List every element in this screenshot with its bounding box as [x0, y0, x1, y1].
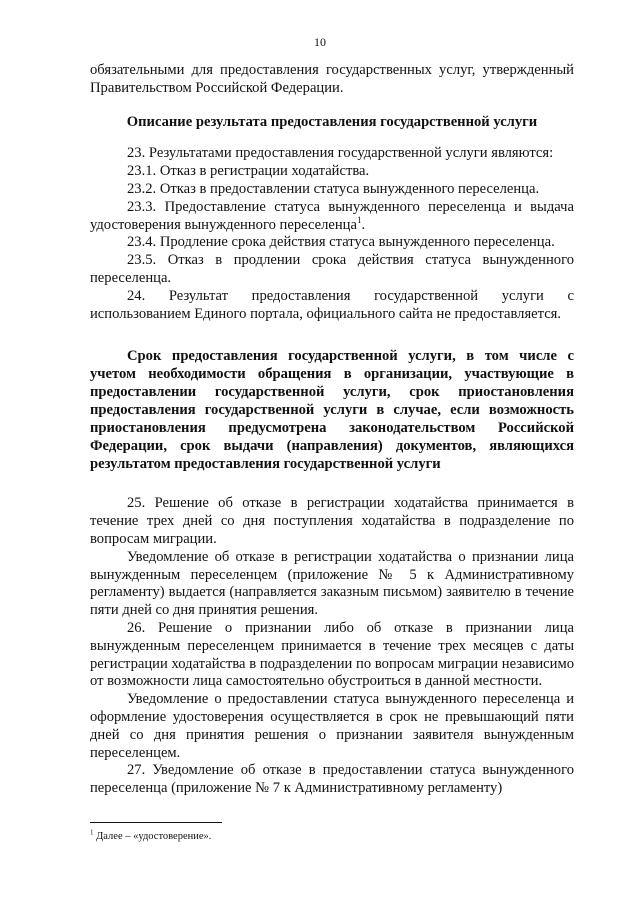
footnote-text: Далее – «удостоверение».: [93, 831, 212, 842]
paragraph-23: 23. Результатами предоставления государственной услуги являются:: [127, 145, 554, 162]
page-number: 10: [314, 35, 326, 49]
paragraph-23-2: 23.2. Отказ в предоставлении статуса вынужденного переселенца.: [127, 180, 540, 197]
paragraph-23-4: 23.4. Продление срока действия статуса вынужденного переселенца.: [127, 234, 555, 251]
footnote-divider: [90, 822, 222, 823]
paragraph-24: 24. Результат предоставления государственной услуги с использованием Единого портала, официального сайта не предоставляется.: [90, 287, 574, 322]
footnote-mark: 1: [90, 828, 94, 837]
paragraph-27: 27. Уведомление об отказе в предоставлении статуса вынужденного переселенца (приложение № 7 к Административному регламенту): [90, 762, 574, 797]
section-heading-result: Описание результата предоставления государственной услуги: [126, 113, 538, 130]
footnote: [90, 830, 211, 843]
paragraph-23-5: 23.5. Отказ в продлении срока действия статуса вынужденного переселенца.: [90, 252, 574, 286]
document-body: [90, 62, 574, 798]
footnote-reference: 1: [356, 214, 362, 225]
paragraph-25: 25. Решение об отказе в регистрации ходатайства принимается в течение трех дней со дня поступления ходатайства в подразделение по вопросам миграции.: [90, 495, 574, 547]
paragraph-23-3-text: 23.3. Предоставление статуса вынужденного переселенца и выдача удостоверения вынужденного переселенца: [90, 198, 574, 233]
section-heading-terms: Срок предоставления государственной услуги, в том числе с учетом необходимости обращения в организации, участвующие в предоставлении государственной услуги, срок приостановления предоставления государственной услуги в случае, если возможность приостановления предусмотрена законодательством Российской Федерации, срок выдачи (направления) документов, являющихся результатом предоставления государственной услуги: [90, 348, 574, 473]
paragraph-23-3-end: .: [361, 216, 366, 233]
paragraph-26: 26. Решение о признании либо об отказе в признании лица вынужденным переселенцем принимается в течение трех месяцев с даты регистрации ходатайства в подразделении по вопросам миграции независимо от возможности лица самостоятельно обустроиться в данной местности.: [90, 619, 574, 690]
paragraph-25-notice: Уведомление об отказе в регистрации ходатайства о признании лица вынужденным переселенцем (приложение № 5 к Административному регламенту) выдается (направляется заказным письмом) заявителю в течение пяти дней со дня принятия решения.: [90, 548, 574, 619]
paragraph-23-1: 23.1. Отказ в регистрации ходатайства.: [127, 163, 370, 180]
intro-paragraph: обязательными для предоставления государственных услуг, утвержденный Правительством Российской Федерации.: [90, 62, 574, 96]
paragraph-23-3: [90, 199, 574, 235]
paragraph-26-notice: Уведомление о предоставлении статуса вынужденного переселенца и оформление удостоверения осуществляется в срок не превышающий пяти дней со дня принятия решения о признании заявителя вынужденным переселенцем.: [90, 691, 574, 761]
